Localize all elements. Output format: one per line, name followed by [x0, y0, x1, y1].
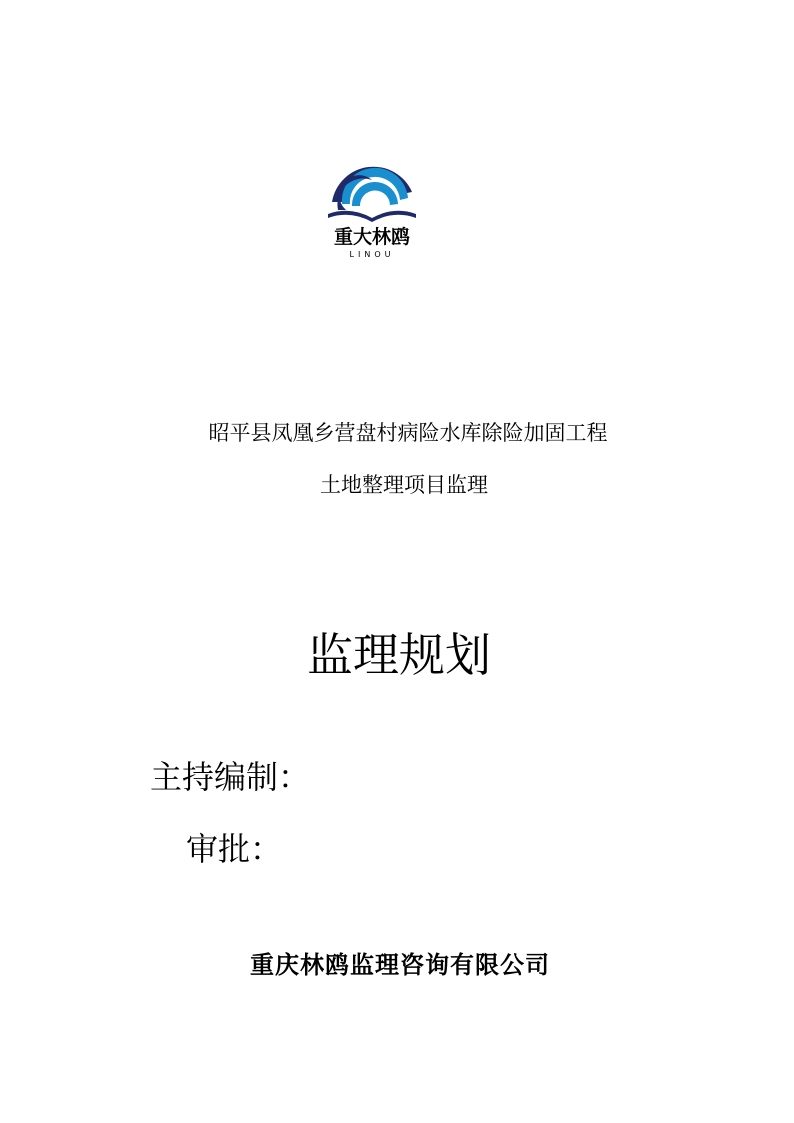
logo-emblem-icon — [322, 140, 422, 226]
logo-name-cn: 重大林鸥 — [333, 226, 410, 248]
approved-by-label: 审批： — [186, 830, 283, 868]
project-title-line2: 土地整理项目监理 — [320, 473, 488, 497]
project-title-line1: 昭平县凤凰乡营盘村病险水库除险加固工程 — [208, 421, 608, 445]
logo-name-en: LINOU — [349, 250, 395, 259]
company-logo — [322, 140, 422, 264]
document-title: 监理规划 — [307, 628, 491, 682]
company-name: 重庆林鸥监理咨询有限公司 — [250, 951, 550, 979]
compiled-by-label: 主持编制： — [150, 758, 311, 796]
